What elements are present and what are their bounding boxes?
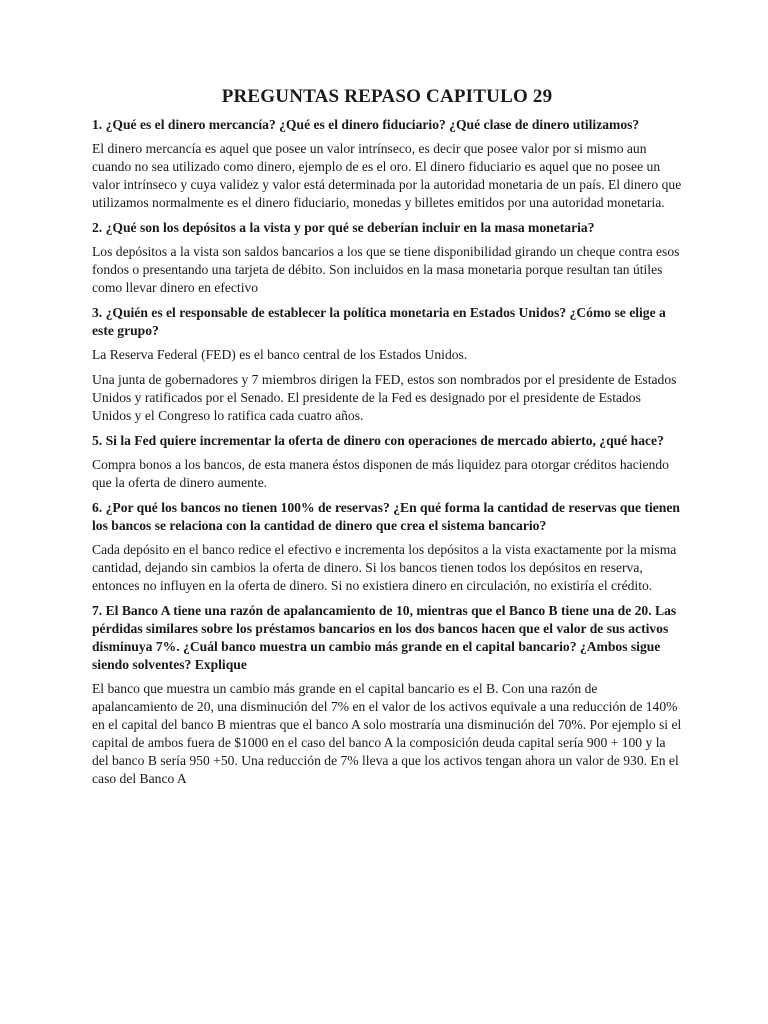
document-page: [92, 86, 682, 795]
question-6: 6. ¿Por qué los bancos no tienen 100% de reservas? ¿En qué forma la cantidad de reservas que tienen los bancos se relaciona con la cantidad de dinero que crea el sistema bancario?: [92, 500, 680, 533]
answer-7: El banco que muestra un cambio más grande en el capital bancario es el B. Con una razón de apalancamiento de 20, una disminución del 7% en el valor de los activos equivale a una reducción de 140% en el capital del banco B mientras que el banco A solo mostraría una disminución del 70%. Por ejemplo si el capital de ambos fuera de $1000 en el caso del banco A la composición deuda capital sería 900 + 100 y la del banco B sería 950 +50. Una reducción de 7% lleva a que los activos tengan ahora un valor de 930. En el caso del Banco A: [92, 681, 682, 786]
answer-1: El dinero mercancía es aquel que posee un valor intrínseco, es decir que posee valor por si mismo aun cuando no sea utilizado como dinero, ejemplo de es el oro. El dinero fiduciario es aquel que no posee un valor intrínseco y cuya validez y valor está determinada por la autoridad monetaria de un país. El dinero que utilizamos normalmente es el dinero fiduciario, monedas y billetes emitidos por una autoridad monetaria.: [92, 141, 682, 210]
answer-3a: La Reserva Federal (FED) es el banco central de los Estados Unidos.: [92, 347, 468, 362]
section-3: [92, 304, 682, 425]
section-6: [92, 499, 682, 595]
question-1: 1. ¿Qué es el dinero mercancía? ¿Qué es el dinero fiduciario? ¿Qué clase de dinero utilizamos?: [92, 117, 640, 132]
answer-5: Compra bonos a los bancos, de esta manera éstos disponen de más liquidez para otorgar créditos haciendo que la oferta de dinero aumente.: [92, 457, 669, 490]
section-1: [92, 116, 682, 212]
section-5: [92, 432, 682, 492]
section-2: [92, 219, 682, 297]
question-2: 2. ¿Qué son los depósitos a la vista y por qué se deberían incluir en la masa monetaria?: [92, 220, 595, 235]
question-7: 7. El Banco A tiene una razón de apalancamiento de 10, mientras que el Banco B tiene una de 20. Las pérdidas similares sobre los préstamos bancarios en los dos bancos hacen que el valor de sus activos disminuya 7%. ¿Cuál banco muestra un cambio más grande en el capital bancario? ¿Ambos sigue siendo solventes? Explique: [92, 603, 677, 672]
question-5: 5. Si la Fed quiere incrementar la oferta de dinero con operaciones de mercado abierto, ¿qué hace?: [92, 433, 664, 448]
answer-2: Los depósitos a la vista son saldos bancarios a los que se tiene disponibilidad girando un cheque contra esos fondos o presentando una tarjeta de débito. Son incluidos en la masa monetaria porque resultan tan útiles como llevar dinero en efectivo: [92, 244, 680, 295]
document-title: PREGUNTAS REPASO CAPITULO 29: [221, 86, 553, 107]
question-3: 3. ¿Quién es el responsable de establecer la política monetaria en Estados Unidos? ¿Cómo se elige a este grupo?: [92, 305, 666, 338]
section-7: [92, 602, 682, 788]
answer-3b: Una junta de gobernadores y 7 miembros dirigen la FED, estos son nombrados por el presidente de Estados Unidos y ratificados por el Senado. El presidente de la Fed es designado por el presidente de Estados Unidos y el Congreso lo ratifica cada cuatro años.: [92, 372, 677, 423]
answer-6: Cada depósito en el banco redice el efectivo e incrementa los depósitos a la vista exactamente por la misma cantidad, dejando sin cambios la oferta de dinero. Si los bancos tienen todos los depósitos en reserva, entonces no influyen en la oferta de dinero. Si no existiera dinero en circulación, no existiría el crédito.: [92, 542, 677, 593]
